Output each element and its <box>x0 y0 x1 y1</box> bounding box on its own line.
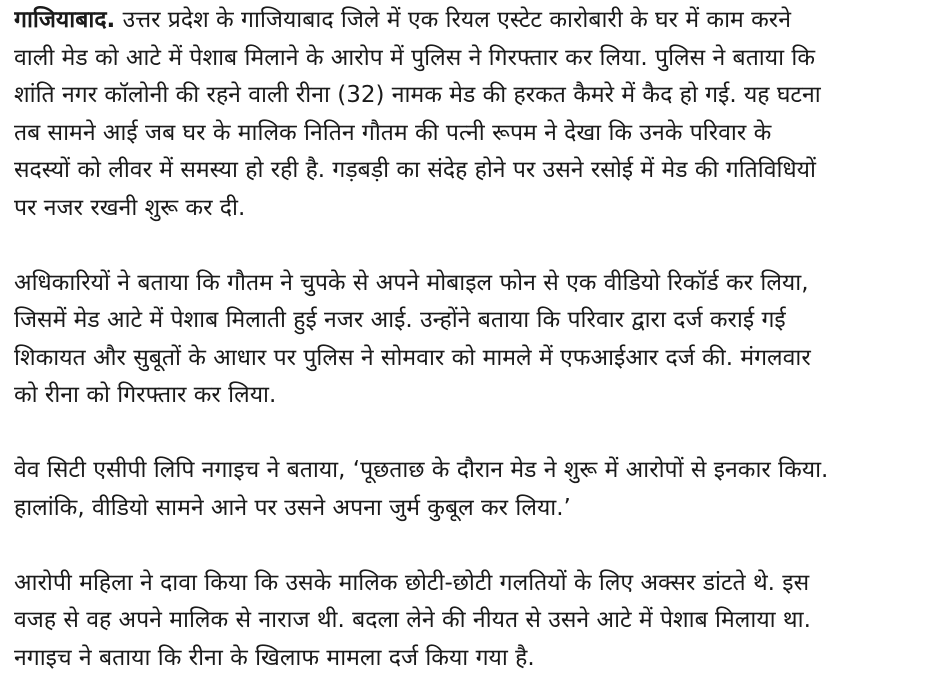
text-line: वेव सिटी एसीपी लिपि नगाइच ने बताया, ‘पूछताछ के दौरान मेड ने शुरू में आरोपों से इनकार किया. <box>14 457 829 483</box>
text-line: शांति नगर कॉलोनी की रहने वाली रीना (32) नामक मेड की हरकत कैमरे में कैद हो गई. यह घटना <box>14 82 821 108</box>
text-line <box>14 2 930 40</box>
text-line: हालांकि, वीडियो सामने आने पर उसने अपना जुर्म कुबूल कर लिया.’ <box>14 494 571 521</box>
paragraph-3 <box>14 452 930 527</box>
paragraph-gap <box>14 227 930 265</box>
text-line: सदस्यों को लीवर में समस्या हो रही है. गड़बड़ी का संदेह होने पर उसने रसोई में मेड की गतिविधियों <box>14 157 816 183</box>
text-line: वाली मेड को आटे में पेशाब मिलाने के आरोप में पुलिस ने गिरफ्तार कर लिया. पुलिस ने बताया कि <box>14 44 815 71</box>
paragraph-gap <box>14 527 930 565</box>
paragraph-4 <box>14 565 930 678</box>
text-line: को रीना को गिरफ्तार कर लिया. <box>14 382 277 408</box>
text-line-content: उत्तर प्रदेश के गाजियाबाद जिले में एक रियल एस्टेट कारोबारी के घर में काम करने <box>115 7 791 33</box>
dateline: गाजियाबाद. <box>14 7 116 33</box>
text-line: नगाइच ने बताया कि रीना के खिलाफ मामला दर्ज किया गया है. <box>14 644 535 671</box>
text-line: अधिकारियों ने बताया कि गौतम ने चुपके से अपने मोबाइल फोन से एक वीडियो रिकॉर्ड कर लिया, <box>14 269 809 296</box>
text-line: शिकायत और सुबूतों के आधार पर पुलिस ने सोमवार को मामले में एफआईआर दर्ज की. मंगलवार <box>14 344 811 371</box>
paragraph-gap <box>14 415 930 453</box>
text-line: वजह से वह अपने मालिक से नाराज थी. बदला लेने की नीयत से उसने आटे में पेशाब मिलाया था. <box>14 607 811 633</box>
paragraph-2 <box>14 265 930 415</box>
paragraph-1 <box>14 2 930 227</box>
text-line: तब सामने आई जब घर के मालिक नितिन गौतम की पत्नी रूपम ने देखा कि उनके परिवार के <box>14 119 772 146</box>
text-line: आरोपी महिला ने दावा किया कि उसके मालिक छोटी-छोटी गलतियों के लिए अक्सर डांटते थे. इस <box>14 569 810 596</box>
text-line: जिसमें मेड आटे में पेशाब मिलाती हुई नजर आई. उन्होंने बताया कि परिवार द्वारा दर्ज कराई गई <box>14 307 786 333</box>
text-line: पर नजर रखनी शुरू कर दी. <box>14 194 246 221</box>
